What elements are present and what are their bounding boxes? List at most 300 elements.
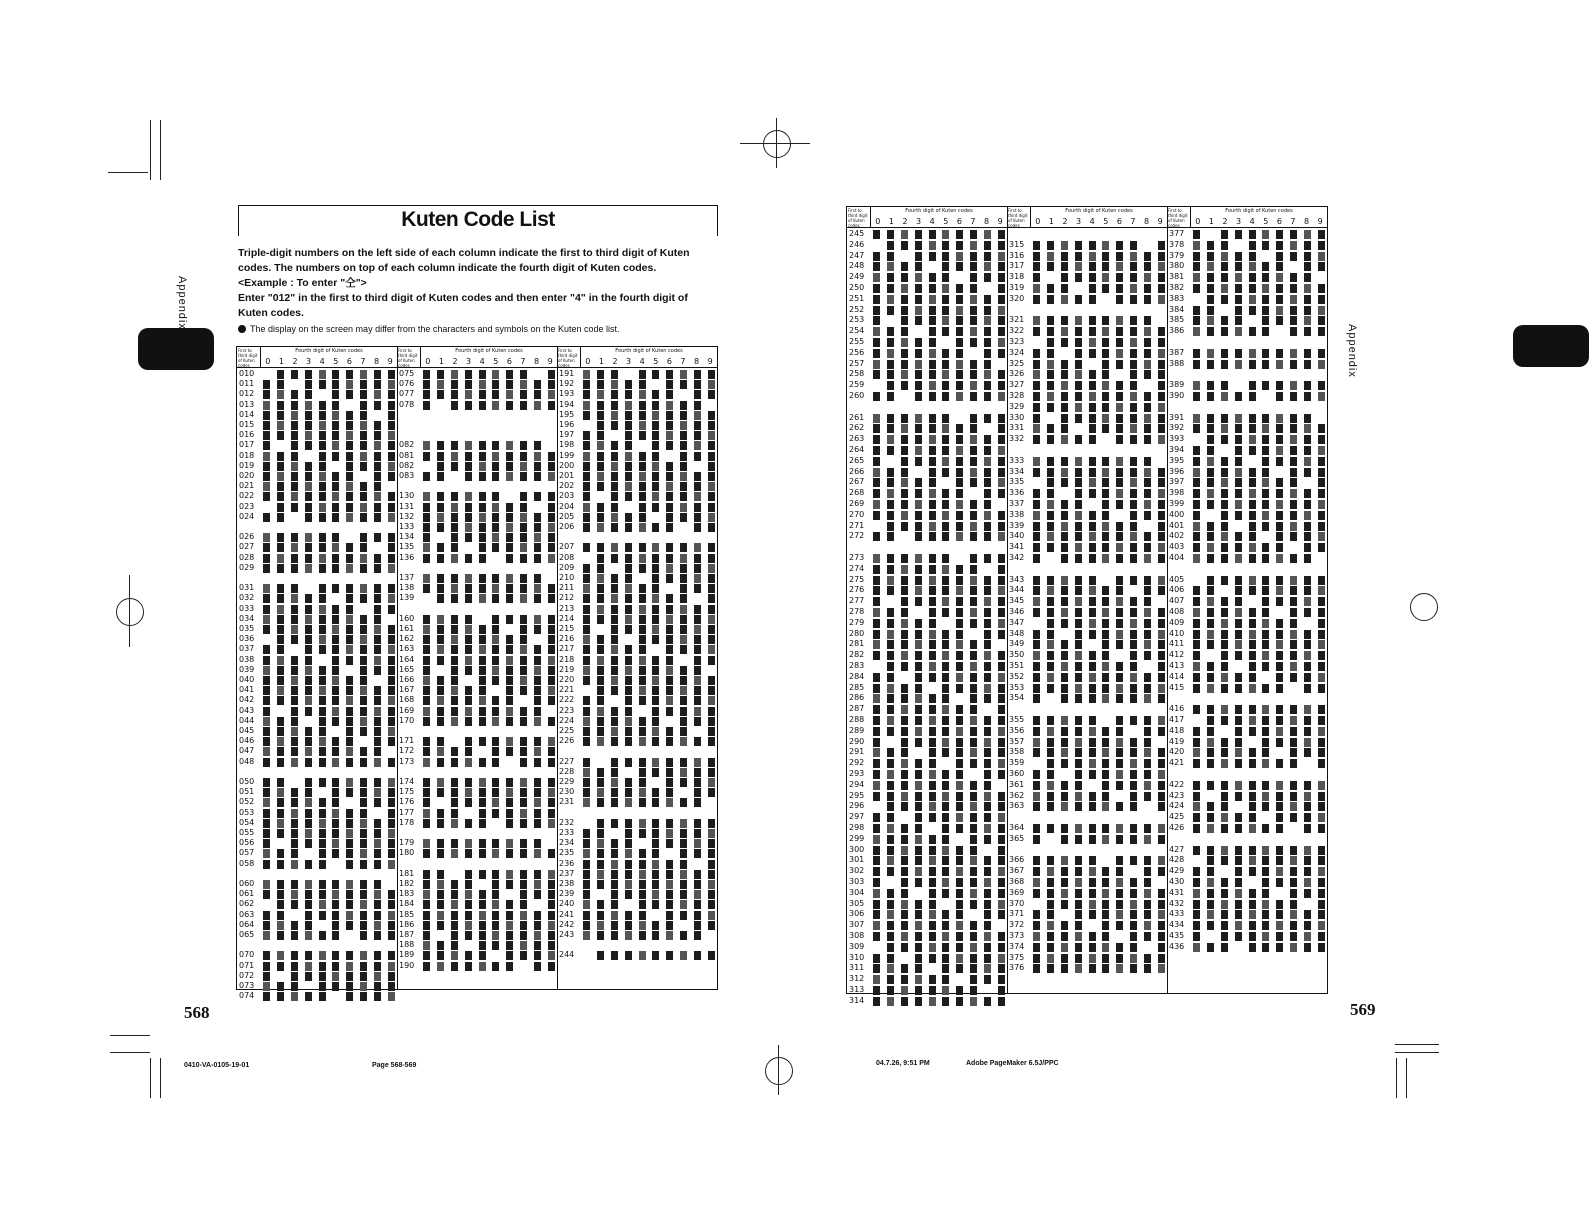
code-row	[237, 848, 397, 858]
code-row	[557, 369, 717, 379]
character-glyph	[1249, 457, 1256, 466]
row-code: 177	[399, 807, 415, 817]
character-glyph	[263, 472, 270, 481]
character-glyph	[625, 431, 632, 440]
character-glyph	[1130, 478, 1137, 487]
character-glyph	[319, 390, 326, 399]
row-code: 238	[559, 879, 575, 888]
character-glyph	[1235, 262, 1242, 271]
character-glyph	[1116, 273, 1123, 282]
character-glyph	[1061, 792, 1068, 801]
character-glyph	[680, 788, 687, 797]
character-glyph	[479, 635, 486, 644]
character-glyph	[1249, 921, 1256, 930]
character-glyph	[374, 921, 381, 930]
character-glyph	[915, 489, 922, 498]
character-glyph	[1033, 694, 1040, 703]
character-glyph	[319, 666, 326, 675]
character-glyph	[360, 411, 367, 420]
character-glyph	[1102, 576, 1109, 585]
character-glyph	[1102, 716, 1109, 725]
character-glyph	[465, 747, 472, 756]
character-glyph	[901, 640, 908, 649]
character-glyph	[915, 338, 922, 347]
character-glyph	[291, 635, 298, 644]
character-glyph	[305, 472, 312, 481]
character-glyph	[583, 666, 590, 675]
character-glyph	[625, 707, 632, 716]
character-glyph	[666, 666, 673, 675]
character-glyph	[1207, 252, 1214, 261]
character-glyph	[998, 608, 1005, 617]
row-code: 031	[239, 583, 255, 593]
code-row	[1007, 499, 1167, 510]
character-glyph	[388, 370, 395, 379]
code-row	[397, 879, 557, 889]
character-glyph	[984, 910, 991, 919]
character-glyph	[666, 370, 673, 379]
code-row	[1007, 564, 1167, 575]
character-glyph	[652, 737, 659, 746]
character-glyph	[1061, 381, 1068, 390]
character-glyph	[625, 411, 632, 420]
character-glyph	[277, 390, 284, 399]
row-code: 063	[239, 909, 255, 919]
character-glyph	[332, 594, 339, 603]
character-glyph	[639, 686, 646, 695]
character-glyph	[1144, 921, 1151, 930]
character-glyph	[506, 543, 513, 552]
character-glyph	[1061, 662, 1068, 671]
code-row	[397, 553, 557, 563]
character-glyph	[506, 758, 513, 767]
character-glyph	[305, 656, 312, 665]
row-code: 276	[849, 585, 865, 595]
character-glyph	[1144, 694, 1151, 703]
character-glyph	[492, 574, 499, 583]
note-text: The display on the screen may differ from the characters and symbols on the Kuten code list.	[250, 324, 620, 334]
character-glyph	[374, 788, 381, 797]
character-glyph	[873, 900, 880, 909]
character-glyph	[1130, 327, 1137, 336]
character-glyph	[305, 992, 312, 1001]
character-glyph	[1262, 943, 1269, 952]
character-glyph	[652, 503, 659, 512]
code-row	[237, 971, 397, 981]
code-row	[557, 706, 717, 716]
character-glyph	[1130, 878, 1137, 887]
character-glyph	[970, 867, 977, 876]
crop-mark	[160, 120, 161, 180]
character-glyph	[1130, 792, 1137, 801]
row-code: 052	[239, 797, 255, 807]
character-glyph	[915, 651, 922, 660]
character-glyph	[915, 824, 922, 833]
row-code: 222	[559, 695, 575, 705]
character-glyph	[1262, 241, 1269, 250]
character-glyph	[374, 798, 381, 807]
character-glyph	[1089, 932, 1096, 941]
character-glyph	[263, 370, 270, 379]
character-glyph	[970, 975, 977, 984]
character-glyph	[1061, 262, 1068, 271]
code-row	[397, 685, 557, 695]
character-glyph	[611, 768, 618, 777]
character-glyph	[1249, 532, 1256, 541]
character-glyph	[680, 615, 687, 624]
character-glyph	[901, 867, 908, 876]
code-row	[237, 573, 397, 583]
character-glyph	[332, 554, 339, 563]
row-code: 053	[239, 807, 255, 817]
character-glyph	[479, 390, 486, 399]
character-glyph	[611, 788, 618, 797]
character-glyph	[1249, 306, 1256, 315]
character-glyph	[694, 921, 701, 930]
character-glyph	[694, 717, 701, 726]
character-glyph	[506, 594, 513, 603]
character-glyph	[374, 441, 381, 450]
character-glyph	[1304, 295, 1311, 304]
character-glyph	[492, 594, 499, 603]
character-glyph	[332, 900, 339, 909]
character-glyph	[423, 900, 430, 909]
character-glyph	[465, 462, 472, 471]
character-glyph	[506, 870, 513, 879]
code-row	[397, 481, 557, 491]
character-glyph	[534, 696, 541, 705]
character-glyph	[1318, 273, 1325, 282]
character-glyph	[942, 878, 949, 887]
character-glyph	[492, 707, 499, 716]
character-glyph	[520, 625, 527, 634]
character-glyph	[1075, 478, 1082, 487]
code-row	[1007, 963, 1167, 974]
character-glyph	[1276, 759, 1283, 768]
character-glyph	[263, 737, 270, 746]
character-glyph	[1033, 608, 1040, 617]
character-glyph	[1304, 327, 1311, 336]
character-glyph	[423, 809, 430, 818]
character-glyph	[1047, 468, 1054, 477]
character-glyph	[666, 707, 673, 716]
character-glyph	[1207, 414, 1214, 423]
character-glyph	[451, 584, 458, 593]
character-glyph	[263, 482, 270, 491]
character-glyph	[305, 635, 312, 644]
character-glyph	[451, 472, 458, 481]
character-glyph	[708, 574, 715, 583]
character-glyph	[901, 921, 908, 930]
character-glyph	[1207, 608, 1214, 617]
character-glyph	[492, 462, 499, 471]
character-glyph	[915, 262, 922, 271]
character-glyph	[998, 511, 1005, 520]
character-glyph	[887, 316, 894, 325]
code-row	[237, 706, 397, 716]
character-glyph	[451, 370, 458, 379]
character-glyph	[1102, 684, 1109, 693]
character-glyph	[1089, 608, 1096, 617]
character-glyph	[291, 421, 298, 430]
character-glyph	[873, 770, 880, 779]
page-number: 568	[184, 1003, 210, 1022]
character-glyph	[611, 482, 618, 491]
character-glyph	[1207, 360, 1214, 369]
character-glyph	[929, 522, 936, 531]
character-glyph	[873, 435, 880, 444]
code-row	[397, 522, 557, 532]
row-code: 178	[399, 817, 415, 827]
digit-label: 3	[626, 357, 632, 366]
character-glyph	[1116, 900, 1123, 909]
code-row	[847, 521, 1007, 532]
character-glyph	[437, 880, 444, 889]
row-code: 420	[1169, 747, 1185, 757]
character-glyph	[1276, 705, 1283, 714]
character-glyph	[956, 273, 963, 282]
character-glyph	[263, 921, 270, 930]
character-glyph	[388, 839, 395, 848]
row-code: 291	[849, 747, 865, 757]
row-code: 358	[1009, 747, 1025, 757]
character-glyph	[583, 513, 590, 522]
character-glyph	[506, 819, 513, 828]
character-glyph	[666, 860, 673, 869]
character-glyph	[694, 513, 701, 522]
row-code: 349	[1009, 639, 1025, 649]
row-code: 242	[559, 919, 575, 929]
character-glyph	[666, 431, 673, 440]
code-row	[237, 471, 397, 481]
character-glyph	[520, 533, 527, 542]
character-glyph	[956, 414, 963, 423]
character-glyph	[277, 605, 284, 614]
character-glyph	[666, 411, 673, 420]
character-glyph	[263, 564, 270, 573]
row-code: 305	[849, 898, 865, 908]
character-glyph	[1290, 932, 1297, 941]
character-glyph	[305, 380, 312, 389]
character-glyph	[1207, 230, 1214, 239]
character-glyph	[263, 635, 270, 644]
code-row	[1007, 542, 1167, 553]
row-code: 221	[559, 685, 575, 695]
character-glyph	[1130, 684, 1137, 693]
character-glyph	[1158, 457, 1165, 466]
character-glyph	[1290, 759, 1297, 768]
character-glyph	[1116, 910, 1123, 919]
code-row	[1167, 456, 1327, 467]
character-glyph	[666, 890, 673, 899]
character-glyph	[388, 707, 395, 716]
character-glyph	[1102, 954, 1109, 963]
digit-header-label: Fourth digit of Kuten codes	[1225, 208, 1293, 214]
character-glyph	[1221, 252, 1228, 261]
character-glyph	[942, 802, 949, 811]
character-glyph	[984, 738, 991, 747]
character-glyph	[492, 686, 499, 695]
row-code: 239	[559, 889, 575, 899]
character-glyph	[1193, 716, 1200, 725]
character-glyph	[388, 666, 395, 675]
character-glyph	[583, 656, 590, 665]
character-glyph	[1089, 273, 1096, 282]
character-glyph	[465, 380, 472, 389]
character-glyph	[956, 522, 963, 531]
character-glyph	[652, 615, 659, 624]
character-glyph	[1193, 414, 1200, 423]
character-glyph	[583, 584, 590, 593]
character-glyph	[652, 829, 659, 838]
character-glyph	[1130, 554, 1137, 563]
character-glyph	[915, 230, 922, 239]
character-glyph	[984, 727, 991, 736]
code-row	[237, 491, 397, 501]
character-glyph	[942, 738, 949, 747]
character-glyph	[451, 911, 458, 920]
character-glyph	[694, 849, 701, 858]
code-row	[557, 665, 717, 675]
row-code: 167	[399, 685, 415, 695]
row-code: 133	[399, 522, 415, 531]
character-glyph	[1235, 673, 1242, 682]
character-glyph	[708, 911, 715, 920]
character-glyph	[451, 849, 458, 858]
row-code: 275	[849, 574, 865, 584]
character-glyph	[479, 951, 486, 960]
character-glyph	[597, 911, 604, 920]
character-glyph	[1130, 716, 1137, 725]
character-glyph	[652, 554, 659, 563]
character-glyph	[942, 392, 949, 401]
character-glyph	[583, 819, 590, 828]
character-glyph	[887, 889, 894, 898]
character-glyph	[1276, 446, 1283, 455]
character-glyph	[506, 635, 513, 644]
character-glyph	[1144, 716, 1151, 725]
character-glyph	[708, 564, 715, 573]
row-code: 284	[849, 671, 865, 681]
character-glyph	[666, 951, 673, 960]
character-glyph	[998, 252, 1005, 261]
character-glyph	[479, 656, 486, 665]
character-glyph	[956, 392, 963, 401]
character-glyph	[548, 849, 555, 858]
character-glyph	[388, 911, 395, 920]
character-glyph	[437, 594, 444, 603]
character-glyph	[1158, 856, 1165, 865]
character-glyph	[332, 452, 339, 461]
character-glyph	[291, 737, 298, 746]
character-glyph	[520, 676, 527, 685]
character-glyph	[625, 951, 632, 960]
code-row	[557, 818, 717, 828]
character-glyph	[901, 576, 908, 585]
character-glyph	[1089, 500, 1096, 509]
code-row	[397, 634, 557, 644]
row-code: 050	[239, 777, 255, 786]
character-glyph	[929, 986, 936, 995]
character-glyph	[956, 662, 963, 671]
character-glyph	[1207, 684, 1214, 693]
character-glyph	[1033, 403, 1040, 412]
character-glyph	[915, 306, 922, 315]
character-glyph	[263, 819, 270, 828]
character-glyph	[597, 737, 604, 746]
character-glyph	[956, 576, 963, 585]
character-glyph	[305, 533, 312, 542]
character-glyph	[929, 511, 936, 520]
character-glyph	[915, 921, 922, 930]
character-glyph	[1061, 597, 1068, 606]
code-row	[847, 337, 1007, 348]
character-glyph	[346, 635, 353, 644]
character-glyph	[887, 273, 894, 282]
character-glyph	[639, 900, 646, 909]
character-glyph	[1144, 964, 1151, 973]
character-glyph	[1221, 478, 1228, 487]
character-glyph	[984, 748, 991, 757]
character-glyph	[625, 860, 632, 869]
character-glyph	[666, 584, 673, 593]
character-glyph	[1047, 910, 1054, 919]
character-glyph	[873, 954, 880, 963]
character-glyph	[639, 717, 646, 726]
character-glyph	[984, 284, 991, 293]
character-glyph	[666, 594, 673, 603]
code-row	[1167, 661, 1327, 672]
character-glyph	[1193, 662, 1200, 671]
character-glyph	[1290, 748, 1297, 757]
character-glyph	[1089, 640, 1096, 649]
character-glyph	[423, 870, 430, 879]
character-glyph	[374, 686, 381, 695]
character-glyph	[625, 462, 632, 471]
character-glyph	[666, 523, 673, 532]
character-glyph	[1033, 954, 1040, 963]
character-glyph	[998, 813, 1005, 822]
character-glyph	[506, 554, 513, 563]
character-glyph	[346, 513, 353, 522]
character-glyph	[388, 890, 395, 899]
code-row	[557, 553, 717, 563]
character-glyph	[998, 684, 1005, 693]
character-glyph	[1061, 932, 1068, 941]
character-glyph	[887, 295, 894, 304]
character-glyph	[1102, 630, 1109, 639]
code-row	[1167, 909, 1327, 920]
character-glyph	[1207, 284, 1214, 293]
character-glyph	[998, 273, 1005, 282]
character-glyph	[708, 951, 715, 960]
character-glyph	[360, 758, 367, 767]
row-code: 056	[239, 838, 255, 848]
character-glyph	[1290, 478, 1297, 487]
character-glyph	[956, 381, 963, 390]
character-glyph	[332, 401, 339, 410]
character-glyph	[929, 327, 936, 336]
digit-label: 7	[680, 357, 686, 366]
character-glyph	[929, 370, 936, 379]
character-glyph	[956, 295, 963, 304]
character-glyph	[1221, 738, 1228, 747]
crop-mark	[150, 120, 151, 180]
character-glyph	[1144, 457, 1151, 466]
character-glyph	[1221, 640, 1228, 649]
character-glyph	[1089, 349, 1096, 358]
character-glyph	[956, 738, 963, 747]
